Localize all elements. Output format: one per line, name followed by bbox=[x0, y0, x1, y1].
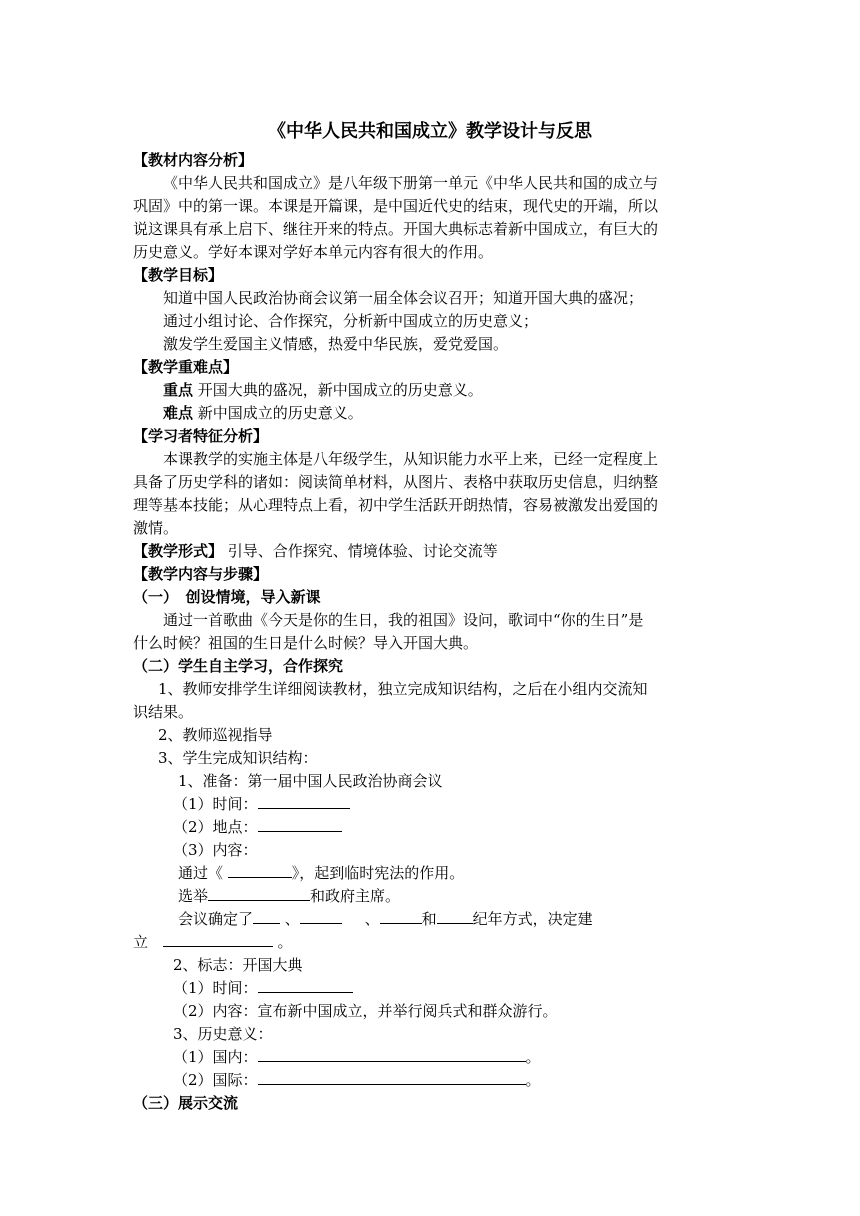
paragraph-line: 巩固》中的第一课。本课是开篇课，是中国近代史的结束，现代史的开端，所以 bbox=[133, 197, 659, 215]
section-heading-key-points: 【教学重难点】 bbox=[133, 358, 239, 376]
structure-line: 3、历史意义： bbox=[173, 1025, 273, 1043]
structure-line: （2）国际： 。 bbox=[173, 1071, 541, 1089]
key-text: 开国大典的盛况，新中国成立的历史意义。 bbox=[193, 381, 483, 399]
fill-blank[interactable] bbox=[228, 862, 292, 878]
paragraph-line: 《中华人民共和国成立》是八年级下册第一单元《中华人民共和国的成立与 bbox=[163, 174, 659, 192]
step-heading: （二）学生自主学习，合作探究 bbox=[133, 657, 344, 675]
paragraph-line: 2、教师巡视指导 bbox=[158, 726, 273, 744]
fill-blank[interactable] bbox=[208, 885, 310, 901]
structure-line: （3）内容： bbox=[173, 841, 258, 859]
key-label: 重点 bbox=[163, 381, 194, 399]
structure-line: （2）内容：宣布新中国成立，并举行阅兵式和群众游行。 bbox=[173, 1002, 558, 1020]
structure-line: （1）时间： bbox=[173, 977, 353, 999]
fill-blank[interactable] bbox=[258, 1046, 526, 1062]
paragraph-line: 什么时候？祖国的生日是什么时候？导入开国大典。 bbox=[133, 634, 479, 652]
fill-blank[interactable] bbox=[163, 931, 273, 947]
structure-line: 2、标志：开国大典 bbox=[173, 956, 303, 974]
fill-blank[interactable] bbox=[437, 908, 473, 924]
paragraph-line: 理等基本技能；从心理特点上看，初中学生活跃开朗热情，容易被激发出爱国的 bbox=[133, 496, 659, 514]
section-heading-objectives: 【教学目标】 bbox=[133, 266, 224, 284]
structure-line: 立 。 bbox=[133, 933, 293, 951]
section-heading-teaching-form: 【教学形式】 bbox=[133, 542, 224, 560]
paragraph-line: 通过一首歌曲《今天是你的生日，我的祖国》设问，歌词中“你的生日”是 bbox=[163, 611, 644, 629]
difficult-label: 难点 bbox=[163, 404, 194, 422]
paragraph-line: 说这课具有承上启下、继往开来的特点。开国大典标志着新中国成立，有巨大的 bbox=[133, 220, 659, 238]
section-heading-content-analysis: 【教材内容分析】 bbox=[133, 151, 254, 169]
difficult-point-line bbox=[163, 402, 363, 424]
fill-blank[interactable] bbox=[258, 977, 353, 993]
paragraph-line: 激情。 bbox=[133, 519, 179, 537]
teaching-form-line bbox=[133, 540, 498, 562]
paragraph-line: 历史意义。学好本课对学好本单元内容有很大的作用。 bbox=[133, 243, 494, 261]
structure-line: 会议确定了 、 、 和 纪年方式，决定建 bbox=[178, 910, 593, 928]
paragraph-line: 1、教师安排学生详细阅读教材，独立完成知识结构，之后在小组内交流知 bbox=[158, 680, 648, 698]
step-heading: （三）展示交流 bbox=[133, 1094, 239, 1112]
fill-blank[interactable] bbox=[258, 816, 342, 832]
step-heading: （一） 创设情境，导入新课 bbox=[133, 588, 321, 606]
paragraph-line: 3、学生完成知识结构： bbox=[158, 749, 318, 767]
fill-blank[interactable] bbox=[258, 1069, 526, 1085]
difficult-text: 新中国成立的历史意义。 bbox=[193, 404, 363, 422]
fill-blank[interactable] bbox=[258, 793, 350, 809]
section-heading-steps: 【教学内容与步骤】 bbox=[133, 565, 269, 583]
document-title: 《中华人民共和国成立》教学设计与反思 bbox=[268, 121, 592, 142]
paragraph-line: 具备了历史学科的诸如：阅读简单材料，从图片、表格中获取历史信息，归纳整 bbox=[133, 473, 659, 491]
objective-line: 通过小组讨论、合作探究，分析新中国成立的历史意义； bbox=[163, 312, 539, 330]
paragraph-line: 本课教学的实施主体是八年级学生，从知识能力水平上来，已经一定程度上 bbox=[163, 450, 659, 468]
structure-line: 选举 和政府主席。 bbox=[178, 887, 401, 905]
key-point-line bbox=[163, 379, 483, 401]
fill-blank[interactable] bbox=[380, 908, 422, 924]
paragraph-line: 识结果。 bbox=[133, 703, 194, 721]
section-heading-learner-analysis: 【学习者特征分析】 bbox=[133, 427, 269, 445]
teaching-form-text: 引导、合作探究、情境体验、讨论交流等 bbox=[223, 542, 498, 560]
structure-line: （1）时间： bbox=[173, 793, 350, 815]
fill-blank[interactable] bbox=[253, 908, 280, 924]
fill-blank[interactable] bbox=[300, 908, 342, 924]
objective-line: 激发学生爱国主义情感，热爱中华民族，爱党爱国。 bbox=[163, 335, 509, 353]
structure-line: （2）地点： bbox=[173, 816, 342, 838]
structure-line: 1、准备：第一届中国人民政治协商会议 bbox=[178, 772, 443, 790]
objective-line: 知道中国人民政治协商会议第一届全体会议召开；知道开国大典的盛况； bbox=[163, 289, 644, 307]
structure-line: （1）国内： 。 bbox=[173, 1048, 541, 1066]
structure-line: 通过《 》，起到临时宪法的作用。 bbox=[178, 864, 465, 882]
